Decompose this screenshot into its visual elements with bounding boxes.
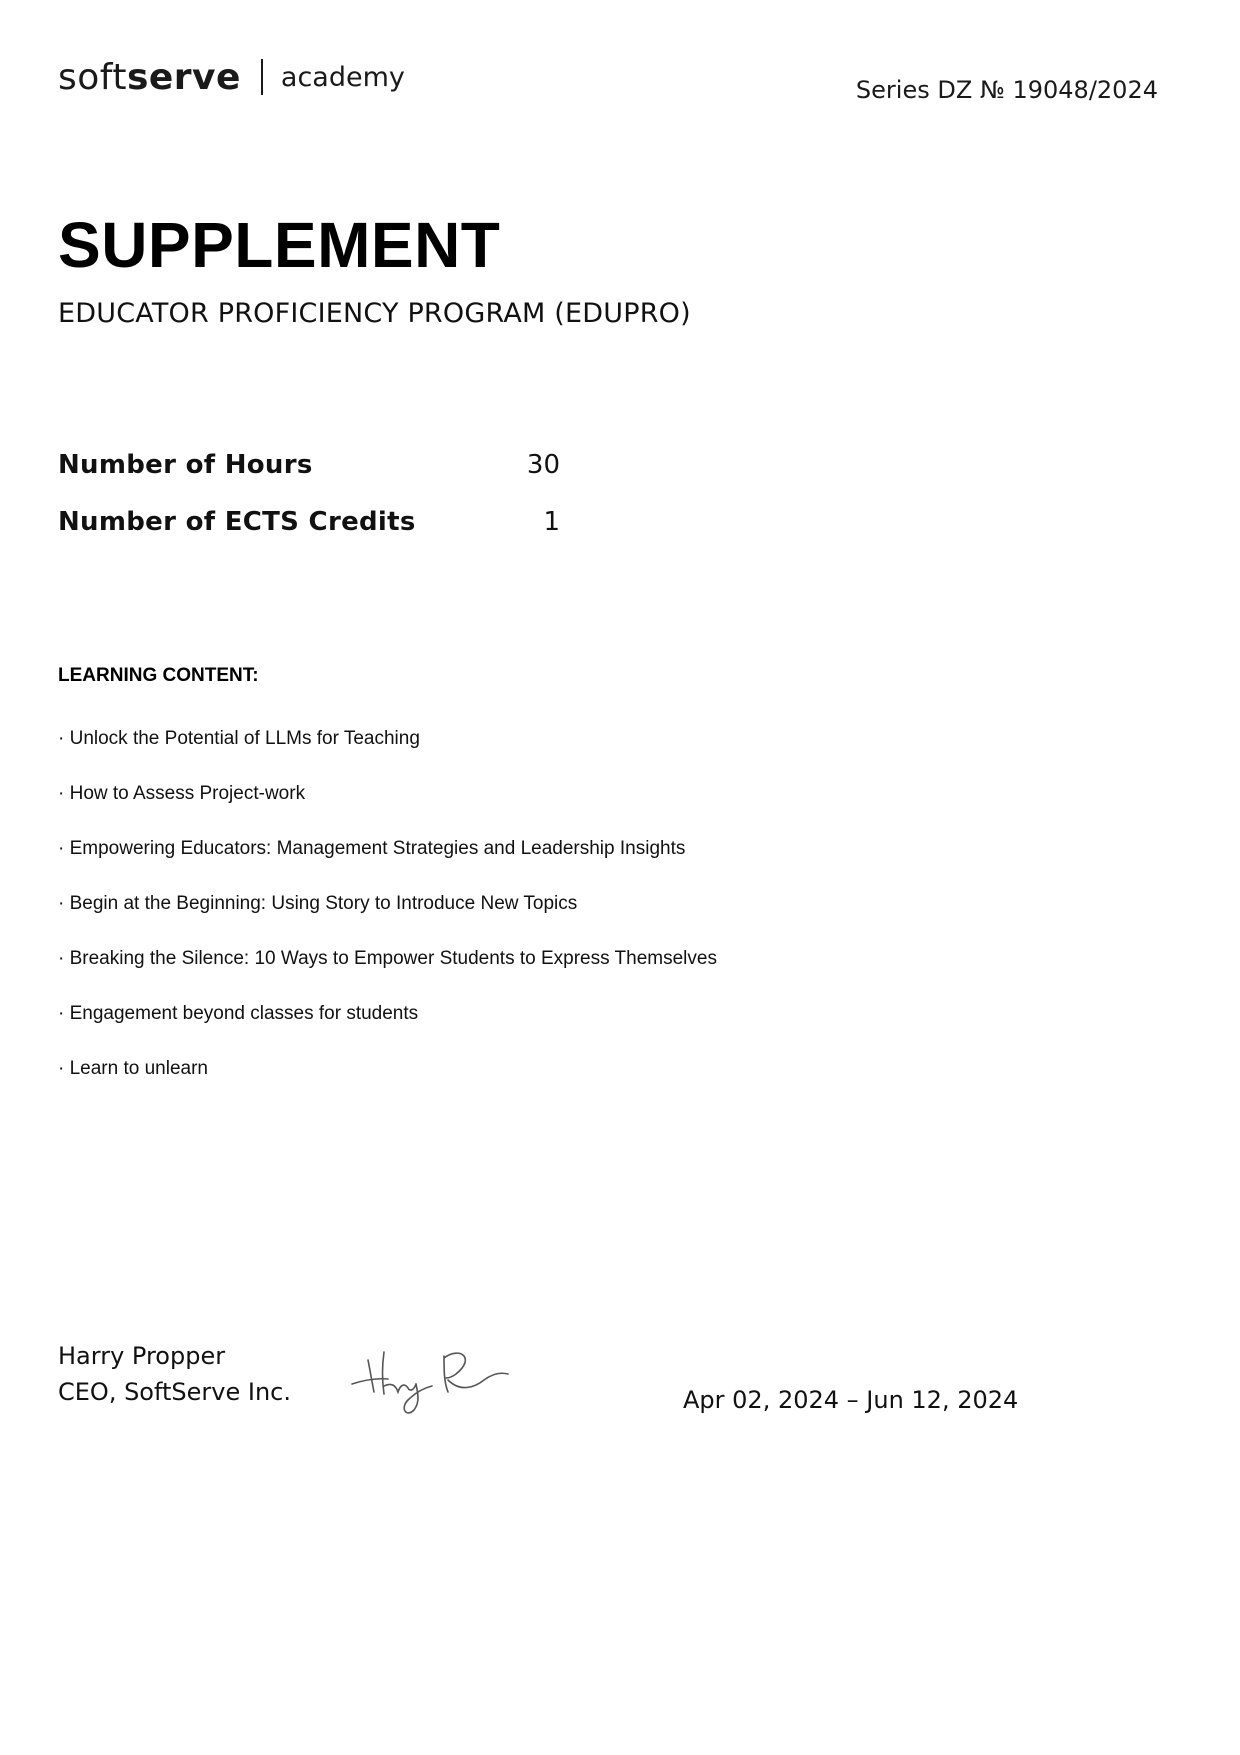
logo-academy-text: academy — [280, 61, 405, 93]
ects-credits-label: Number of ECTS Credits — [58, 507, 416, 537]
softserve-academy-logo — [58, 52, 405, 102]
learning-content-item: · Breaking the Silence: 10 Ways to Empower Students to Express Themselves — [58, 948, 717, 969]
logo-divider — [261, 59, 263, 95]
ects-credits-value: 1 — [543, 507, 560, 537]
learning-content-item: · Engagement beyond classes for students — [58, 1003, 419, 1024]
series-number: Series DZ № 19048/2024 — [855, 76, 1158, 104]
logo-serve-text: serve — [126, 56, 241, 98]
learning-content-heading: LEARNING CONTENT: — [58, 665, 259, 686]
hours-label: Number of Hours — [58, 450, 313, 480]
logo-soft-text: soft — [58, 56, 127, 98]
signer-title: CEO, SoftServe Inc. — [58, 1378, 292, 1406]
learning-content-item: · How to Assess Project-work — [58, 783, 306, 804]
handwritten-signature — [344, 1342, 512, 1416]
hours-value: 30 — [526, 450, 560, 480]
document-title: SUPPLEMENT — [58, 209, 501, 281]
learning-content-item: · Learn to unlearn — [58, 1058, 208, 1079]
learning-content-list — [58, 726, 717, 1111]
learning-content-item: · Empowering Educators: Management Strategies and Leadership Insights — [58, 838, 686, 859]
learning-content-item: · Unlock the Potential of LLMs for Teaching — [58, 728, 420, 749]
learning-content-item: · Begin at the Beginning: Using Story to Introduce New Topics — [58, 893, 578, 914]
program-period: Apr 02, 2024 – Jun 12, 2024 — [683, 1386, 1019, 1414]
program-name: EDUCATOR PROFICIENCY PROGRAM (EDUPRO) — [58, 298, 691, 329]
signer-name: Harry Propper — [58, 1342, 226, 1370]
